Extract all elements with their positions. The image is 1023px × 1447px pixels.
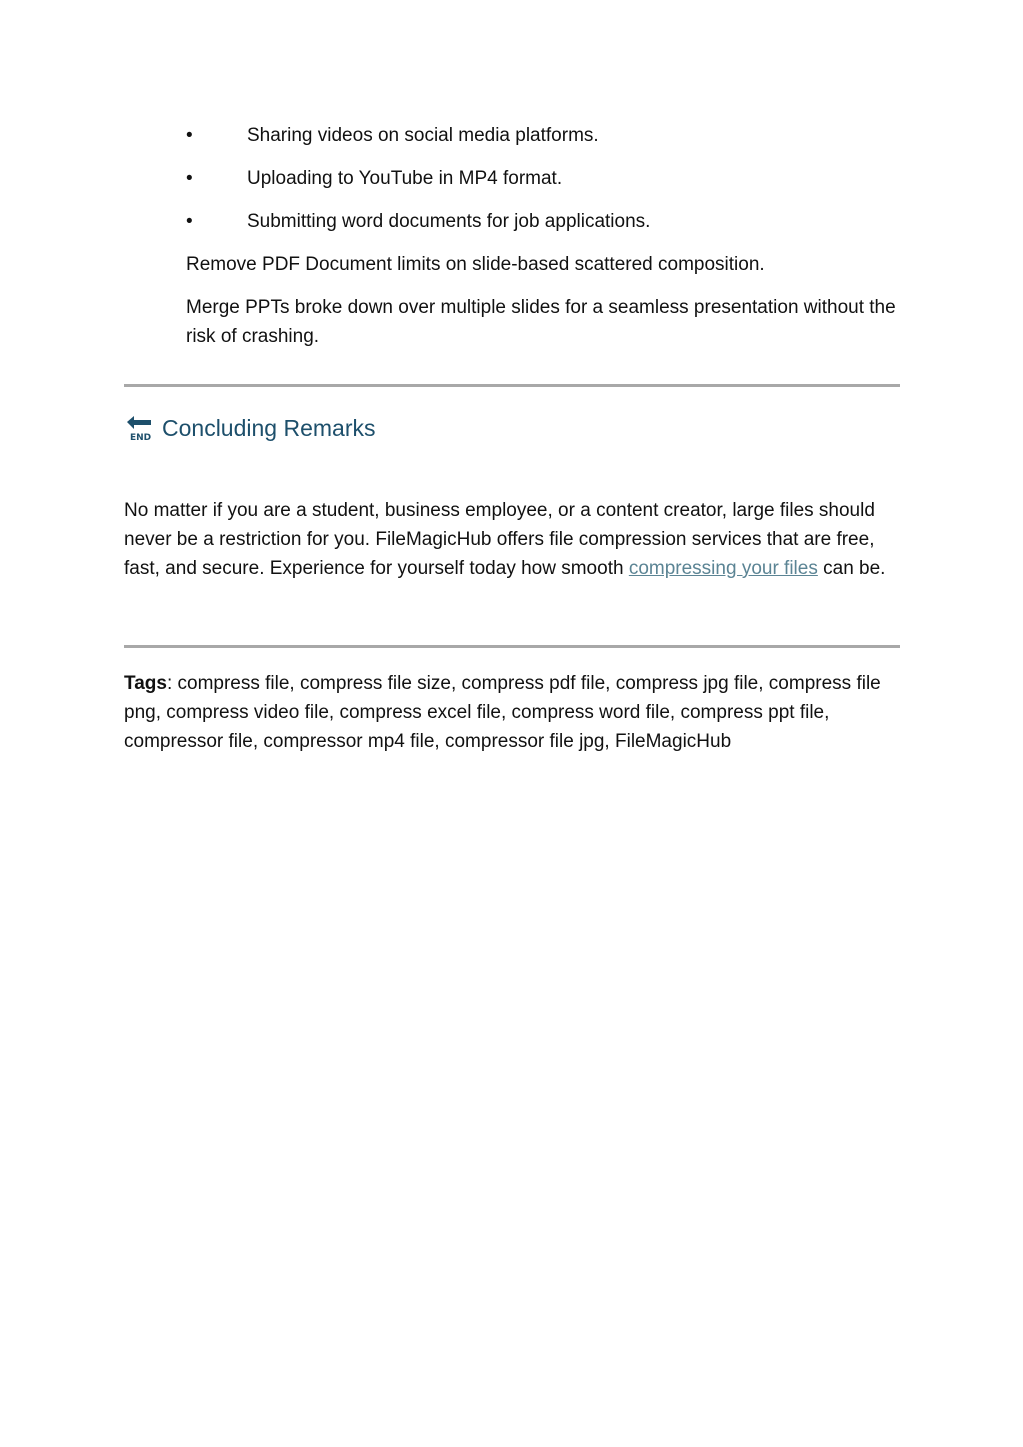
section-heading [124, 411, 375, 445]
bullet-text: Uploading to YouTube in MP4 format. [247, 168, 563, 189]
bullet-text: Sharing videos on social media platforms. [247, 125, 599, 146]
list-item [186, 164, 906, 207]
tags-paragraph [124, 669, 904, 756]
bullet-marker: • [186, 168, 193, 189]
tags-label: Tags [124, 673, 167, 694]
bullet-list [186, 121, 906, 250]
conclusion-paragraph [124, 496, 904, 583]
tags-separator: : [166, 673, 178, 694]
conclusion-text: No matter if you are a student, business employee, or a content creator, large files should never be a restriction for you. FileMagicHub offers file compression services that are free, fast, and secure. Experience for yourself today how smooth [124, 500, 875, 579]
conclusion-text-end: can be. [817, 558, 886, 579]
bullet-marker: • [186, 211, 193, 232]
horizontal-divider [124, 645, 900, 648]
list-item [186, 121, 906, 164]
merge-ppts-paragraph: Merge PPTs broke down over multiple slides for a seamless presentation without the risk of crashing. [186, 297, 896, 347]
list-item [186, 207, 906, 250]
end-arrow-icon [124, 413, 154, 443]
bullet-marker: • [186, 125, 193, 146]
bullet-text: Submitting word documents for job applications. [247, 211, 651, 232]
remove-pdf-paragraph: Remove PDF Document limits on slide-based scattered composition. [186, 254, 765, 275]
end-icon-label: END [130, 433, 152, 443]
horizontal-divider [124, 384, 900, 387]
compressing-files-link[interactable]: compressing your files [628, 558, 818, 579]
tags-list: compress file, compress file size, compress pdf file, compress jpg file, compress file png, compress video file, compress excel file, compress word file, compress ppt file, compressor file, compressor mp4 file, compressor file jpg, FileMagicHub [124, 673, 881, 752]
section-title: Concluding Remarks [162, 415, 376, 441]
